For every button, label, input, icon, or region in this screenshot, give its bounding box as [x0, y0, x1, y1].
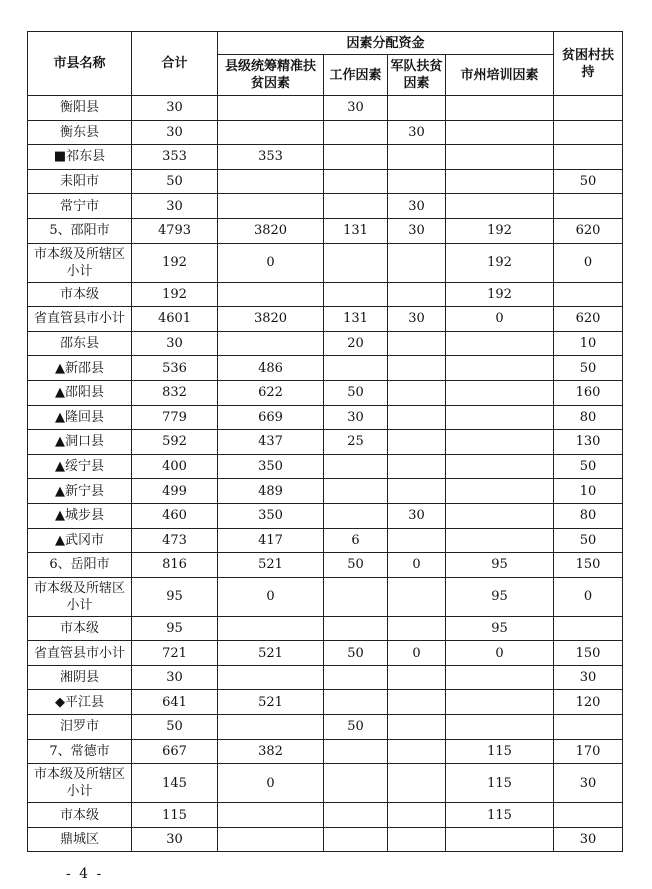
page-number: - 4 -	[66, 866, 104, 882]
cell-work	[324, 454, 388, 479]
cell-county: 486	[218, 356, 324, 381]
cell-total: 721	[132, 641, 218, 666]
cell-work	[324, 282, 388, 307]
table-row	[28, 380, 623, 405]
cell-total: 30	[132, 665, 218, 690]
cell-army	[388, 479, 446, 504]
cell-army	[388, 96, 446, 121]
cell-army	[388, 616, 446, 641]
cell-village: 30	[554, 827, 623, 852]
cell-name: 市本级及所辖区小计	[28, 243, 132, 282]
cell-county: 521	[218, 641, 324, 666]
cell-name: ▲新邵县	[28, 356, 132, 381]
header-army: 军队扶贫因素	[388, 55, 446, 96]
cell-training	[446, 715, 554, 740]
cell-county	[218, 665, 324, 690]
cell-county: 0	[218, 764, 324, 803]
cell-army	[388, 243, 446, 282]
cell-army: 30	[388, 503, 446, 528]
table-row	[28, 616, 623, 641]
cell-name: ▲新宁县	[28, 479, 132, 504]
cell-training: 115	[446, 803, 554, 828]
cell-total: 50	[132, 715, 218, 740]
table-row	[28, 430, 623, 455]
cell-name: ◆平江县	[28, 690, 132, 715]
cell-total: 4601	[132, 307, 218, 332]
table-row	[28, 282, 623, 307]
table-row	[28, 803, 623, 828]
cell-work	[324, 503, 388, 528]
cell-county: 622	[218, 380, 324, 405]
cell-total: 30	[132, 194, 218, 219]
cell-village: 120	[554, 690, 623, 715]
cell-name: 省直管县市小计	[28, 641, 132, 666]
cell-army	[388, 715, 446, 740]
cell-village: 130	[554, 430, 623, 455]
cell-training: 95	[446, 577, 554, 616]
cell-total: 816	[132, 553, 218, 578]
cell-county	[218, 803, 324, 828]
cell-training	[446, 690, 554, 715]
cell-name: 6、岳阳市	[28, 553, 132, 578]
cell-name: ▲绥宁县	[28, 454, 132, 479]
cell-total: 499	[132, 479, 218, 504]
cell-total: 95	[132, 577, 218, 616]
cell-village	[554, 282, 623, 307]
cell-name: ▲隆回县	[28, 405, 132, 430]
cell-name: 市本级	[28, 282, 132, 307]
table-body	[28, 96, 623, 852]
cell-training: 0	[446, 307, 554, 332]
cell-work	[324, 243, 388, 282]
table-row	[28, 503, 623, 528]
cell-training	[446, 96, 554, 121]
table-row	[28, 479, 623, 504]
cell-army	[388, 827, 446, 852]
cell-training: 115	[446, 764, 554, 803]
cell-work	[324, 739, 388, 764]
table-row	[28, 96, 623, 121]
table-row	[28, 827, 623, 852]
cell-work: 131	[324, 307, 388, 332]
cell-county: 0	[218, 243, 324, 282]
cell-village: 80	[554, 503, 623, 528]
cell-county: 0	[218, 577, 324, 616]
cell-training: 115	[446, 739, 554, 764]
cell-name: 汨罗市	[28, 715, 132, 740]
table-row	[28, 307, 623, 332]
cell-total: 779	[132, 405, 218, 430]
cell-training	[446, 169, 554, 194]
cell-name: 市本级	[28, 803, 132, 828]
cell-work: 50	[324, 715, 388, 740]
cell-county	[218, 96, 324, 121]
table-row	[28, 356, 623, 381]
cell-village: 10	[554, 331, 623, 356]
cell-total: 536	[132, 356, 218, 381]
cell-work	[324, 194, 388, 219]
cell-army	[388, 380, 446, 405]
cell-army	[388, 739, 446, 764]
header-training: 市州培训因素	[446, 55, 554, 96]
cell-training	[446, 479, 554, 504]
table-row	[28, 145, 623, 170]
cell-county: 3820	[218, 307, 324, 332]
cell-total: 30	[132, 120, 218, 145]
cell-total: 353	[132, 145, 218, 170]
cell-village: 620	[554, 218, 623, 243]
table-row	[28, 553, 623, 578]
cell-total: 145	[132, 764, 218, 803]
cell-county: 3820	[218, 218, 324, 243]
cell-name: 邵东县	[28, 331, 132, 356]
cell-training	[446, 405, 554, 430]
cell-work	[324, 665, 388, 690]
table-row	[28, 665, 623, 690]
cell-total: 460	[132, 503, 218, 528]
cell-training	[446, 503, 554, 528]
cell-army: 30	[388, 218, 446, 243]
cell-training: 95	[446, 553, 554, 578]
cell-county: 382	[218, 739, 324, 764]
cell-village: 80	[554, 405, 623, 430]
cell-training	[446, 430, 554, 455]
cell-army	[388, 454, 446, 479]
cell-army	[388, 665, 446, 690]
cell-work: 50	[324, 641, 388, 666]
table-row	[28, 120, 623, 145]
cell-county: 521	[218, 690, 324, 715]
table-row	[28, 169, 623, 194]
header-factor-group: 因素分配资金	[218, 32, 554, 55]
cell-army	[388, 764, 446, 803]
cell-total: 30	[132, 827, 218, 852]
table-row	[28, 641, 623, 666]
header-county-precise: 县级统筹精准扶贫因素	[218, 55, 324, 96]
cell-name: 常宁市	[28, 194, 132, 219]
cell-work: 6	[324, 528, 388, 553]
cell-village: 150	[554, 641, 623, 666]
cell-army	[388, 145, 446, 170]
cell-total: 192	[132, 243, 218, 282]
cell-county	[218, 715, 324, 740]
cell-training	[446, 331, 554, 356]
cell-training	[446, 356, 554, 381]
cell-village: 620	[554, 307, 623, 332]
cell-county	[218, 331, 324, 356]
cell-training: 192	[446, 243, 554, 282]
cell-work: 30	[324, 96, 388, 121]
cell-name: 鼎城区	[28, 827, 132, 852]
cell-county	[218, 827, 324, 852]
cell-training	[446, 827, 554, 852]
cell-name: ▲城步县	[28, 503, 132, 528]
cell-training	[446, 528, 554, 553]
cell-army: 30	[388, 120, 446, 145]
cell-name: 湘阴县	[28, 665, 132, 690]
cell-work	[324, 169, 388, 194]
cell-county	[218, 194, 324, 219]
cell-name: 衡阳县	[28, 96, 132, 121]
table-row	[28, 690, 623, 715]
cell-work: 50	[324, 380, 388, 405]
cell-village: 50	[554, 454, 623, 479]
cell-army	[388, 803, 446, 828]
cell-work	[324, 356, 388, 381]
cell-army	[388, 690, 446, 715]
cell-county: 350	[218, 454, 324, 479]
cell-total: 50	[132, 169, 218, 194]
cell-village: 10	[554, 479, 623, 504]
cell-village: 150	[554, 553, 623, 578]
header-name: 市县名称	[28, 32, 132, 96]
cell-village	[554, 120, 623, 145]
cell-army	[388, 577, 446, 616]
cell-village: 50	[554, 528, 623, 553]
cell-county	[218, 169, 324, 194]
cell-village: 160	[554, 380, 623, 405]
cell-army	[388, 331, 446, 356]
cell-village	[554, 616, 623, 641]
cell-army	[388, 282, 446, 307]
cell-name: 耒阳市	[28, 169, 132, 194]
cell-name: 衡东县	[28, 120, 132, 145]
cell-army	[388, 528, 446, 553]
cell-total: 473	[132, 528, 218, 553]
cell-total: 832	[132, 380, 218, 405]
cell-name: 省直管县市小计	[28, 307, 132, 332]
cell-army	[388, 405, 446, 430]
cell-work	[324, 616, 388, 641]
cell-total: 115	[132, 803, 218, 828]
cell-county: 417	[218, 528, 324, 553]
cell-total: 30	[132, 96, 218, 121]
cell-army	[388, 356, 446, 381]
cell-work: 50	[324, 553, 388, 578]
cell-county: 489	[218, 479, 324, 504]
cell-county: 353	[218, 145, 324, 170]
cell-village	[554, 96, 623, 121]
cell-army	[388, 430, 446, 455]
cell-village: 30	[554, 764, 623, 803]
cell-name: ■祁东县	[28, 145, 132, 170]
cell-village: 50	[554, 356, 623, 381]
cell-county	[218, 282, 324, 307]
table-row	[28, 331, 623, 356]
cell-name: 市本级	[28, 616, 132, 641]
cell-training	[446, 454, 554, 479]
table-row	[28, 405, 623, 430]
table-row	[28, 243, 623, 282]
cell-work	[324, 803, 388, 828]
cell-training: 192	[446, 282, 554, 307]
cell-county: 350	[218, 503, 324, 528]
cell-total: 192	[132, 282, 218, 307]
cell-county: 669	[218, 405, 324, 430]
cell-training	[446, 380, 554, 405]
cell-county	[218, 120, 324, 145]
cell-work	[324, 145, 388, 170]
cell-army: 0	[388, 641, 446, 666]
cell-work	[324, 827, 388, 852]
cell-work	[324, 764, 388, 803]
cell-village	[554, 145, 623, 170]
table-row	[28, 454, 623, 479]
cell-army: 30	[388, 307, 446, 332]
table-row	[28, 715, 623, 740]
cell-work: 30	[324, 405, 388, 430]
cell-county	[218, 616, 324, 641]
cell-village: 50	[554, 169, 623, 194]
cell-work: 25	[324, 430, 388, 455]
header-total: 合计	[132, 32, 218, 96]
cell-total: 592	[132, 430, 218, 455]
cell-work	[324, 577, 388, 616]
cell-army: 0	[388, 553, 446, 578]
cell-village	[554, 715, 623, 740]
cell-work	[324, 479, 388, 504]
table-row	[28, 218, 623, 243]
cell-total: 30	[132, 331, 218, 356]
table-header	[28, 32, 623, 96]
table-row	[28, 739, 623, 764]
cell-work: 131	[324, 218, 388, 243]
cell-name: 市本级及所辖区小计	[28, 577, 132, 616]
cell-county: 437	[218, 430, 324, 455]
header-work: 工作因素	[324, 55, 388, 96]
cell-army	[388, 169, 446, 194]
cell-total: 400	[132, 454, 218, 479]
header-poor-village: 贫困村扶持	[554, 32, 623, 96]
cell-village: 30	[554, 665, 623, 690]
cell-village	[554, 803, 623, 828]
cell-village: 0	[554, 243, 623, 282]
cell-total: 641	[132, 690, 218, 715]
cell-total: 4793	[132, 218, 218, 243]
cell-work: 20	[324, 331, 388, 356]
cell-training	[446, 665, 554, 690]
table-row	[28, 577, 623, 616]
cell-village	[554, 194, 623, 219]
cell-training: 95	[446, 616, 554, 641]
cell-training	[446, 145, 554, 170]
cell-training	[446, 120, 554, 145]
cell-village: 170	[554, 739, 623, 764]
table-row	[28, 764, 623, 803]
cell-county: 521	[218, 553, 324, 578]
cell-name: ▲武冈市	[28, 528, 132, 553]
cell-total: 95	[132, 616, 218, 641]
fund-allocation-table	[27, 31, 623, 852]
cell-training	[446, 194, 554, 219]
cell-work	[324, 690, 388, 715]
cell-village: 0	[554, 577, 623, 616]
cell-training: 0	[446, 641, 554, 666]
table-row	[28, 194, 623, 219]
cell-name: 市本级及所辖区小计	[28, 764, 132, 803]
cell-work	[324, 120, 388, 145]
cell-total: 667	[132, 739, 218, 764]
cell-name: ▲邵阳县	[28, 380, 132, 405]
cell-army: 30	[388, 194, 446, 219]
table-row	[28, 528, 623, 553]
cell-training: 192	[446, 218, 554, 243]
cell-name: ▲洞口县	[28, 430, 132, 455]
cell-name: 7、常德市	[28, 739, 132, 764]
cell-name: 5、邵阳市	[28, 218, 132, 243]
